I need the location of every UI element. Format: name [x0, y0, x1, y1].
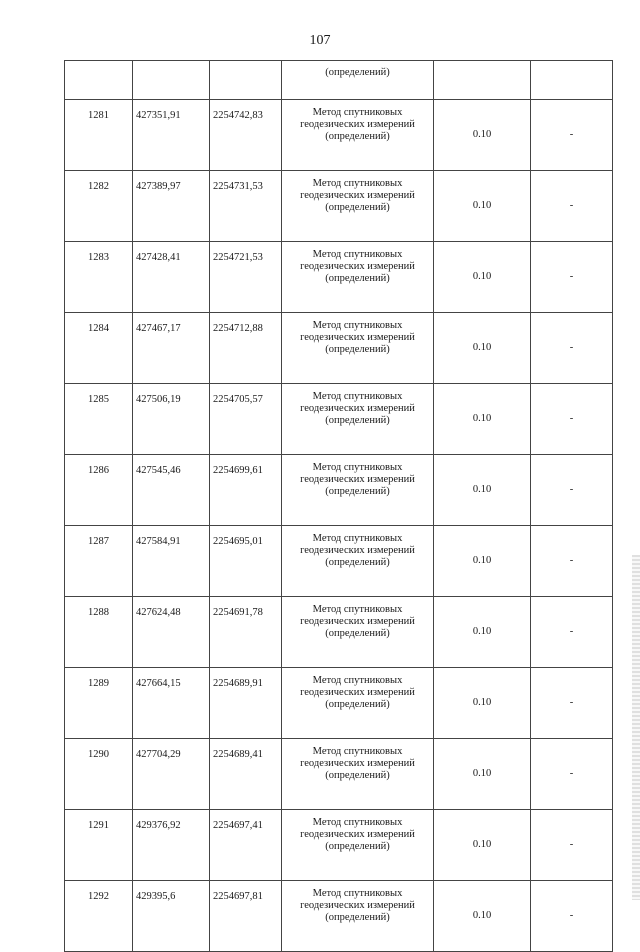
method-line: (определений): [325, 699, 390, 710]
cell-x: 427506,19: [133, 384, 210, 455]
method-line: Метод спутниковых: [312, 675, 403, 686]
method-line: Метод спутниковых: [312, 462, 403, 473]
table-row: [65, 313, 613, 384]
cell-y: 2254689,91: [210, 668, 282, 739]
cell-method: [282, 242, 434, 313]
cell-dash: -: [531, 739, 613, 810]
cell-dash: -: [531, 526, 613, 597]
cell-num: 1284: [65, 313, 133, 384]
cell-y: 2254721,53: [210, 242, 282, 313]
cell-dash: -: [531, 313, 613, 384]
cell-accuracy: 0.10: [434, 384, 531, 455]
cell-num: 1281: [65, 100, 133, 171]
table-row-continued: [65, 61, 613, 100]
method-line: (определений): [325, 628, 390, 639]
coordinates-table: [64, 60, 613, 952]
method-line: геодезических измерений: [300, 261, 415, 272]
cell-x: 427389,97: [133, 171, 210, 242]
cell-dash: -: [531, 100, 613, 171]
method-line: геодезических измерений: [300, 474, 415, 485]
cell-dash: [531, 61, 613, 100]
cell-num: 1285: [65, 384, 133, 455]
method-line: геодезических измерений: [300, 900, 415, 911]
cell-num: 1292: [65, 881, 133, 952]
method-line: Метод спутниковых: [312, 178, 403, 189]
table-row: [65, 810, 613, 881]
cell-x: 427704,29: [133, 739, 210, 810]
cell-y: 2254731,53: [210, 171, 282, 242]
cell-method: [282, 313, 434, 384]
cell-method: [282, 597, 434, 668]
cell-y: 2254697,81: [210, 881, 282, 952]
cell-x: 427584,91: [133, 526, 210, 597]
method-line: геодезических измерений: [300, 119, 415, 130]
cell-method: [282, 100, 434, 171]
cell-y: 2254712,88: [210, 313, 282, 384]
method-line: Метод спутниковых: [312, 888, 403, 899]
table-row: [65, 384, 613, 455]
method-line: Метод спутниковых: [312, 249, 403, 260]
cell-num: 1287: [65, 526, 133, 597]
method-line: (определений): [325, 273, 390, 284]
cell-x: [133, 61, 210, 100]
cell-num: 1282: [65, 171, 133, 242]
cell-y: 2254695,01: [210, 526, 282, 597]
cell-accuracy: 0.10: [434, 668, 531, 739]
table-row: [65, 100, 613, 171]
method-line: Метод спутниковых: [312, 604, 403, 615]
cell-x: 427545,46: [133, 455, 210, 526]
method-line: геодезических измерений: [300, 545, 415, 556]
table-row: [65, 242, 613, 313]
cell-y: 2254742,83: [210, 100, 282, 171]
cell-x: 427467,17: [133, 313, 210, 384]
cell-x: 429376,92: [133, 810, 210, 881]
cell-dash: -: [531, 384, 613, 455]
method-line: геодезических измерений: [300, 403, 415, 414]
method-line: Метод спутниковых: [312, 391, 403, 402]
method-line: (определений): [325, 841, 390, 852]
cell-num: 1290: [65, 739, 133, 810]
cell-num: 1286: [65, 455, 133, 526]
cell-num: 1291: [65, 810, 133, 881]
cell-dash: -: [531, 171, 613, 242]
cell-dash: -: [531, 597, 613, 668]
cell-accuracy: 0.10: [434, 171, 531, 242]
cell-dash: -: [531, 668, 613, 739]
cell-dash: -: [531, 242, 613, 313]
table-row: [65, 668, 613, 739]
cell-accuracy: 0.10: [434, 313, 531, 384]
method-line: (определений): [325, 486, 390, 497]
table-row: [65, 597, 613, 668]
cell-y: 2254705,57: [210, 384, 282, 455]
cell-y: 2254689,41: [210, 739, 282, 810]
cell-y: 2254691,78: [210, 597, 282, 668]
table-row: [65, 455, 613, 526]
cell-accuracy: 0.10: [434, 242, 531, 313]
scan-edge-shade: [632, 555, 640, 900]
cell-method: [282, 810, 434, 881]
cell-x: 427428,41: [133, 242, 210, 313]
cell-x: 427624,48: [133, 597, 210, 668]
method-line: геодезических измерений: [300, 616, 415, 627]
cell-accuracy: 0.10: [434, 100, 531, 171]
cell-y: 2254697,41: [210, 810, 282, 881]
cell-dash: -: [531, 810, 613, 881]
cell-accuracy: 0.10: [434, 455, 531, 526]
cell-x: 429395,6: [133, 881, 210, 952]
method-line: (определений): [325, 770, 390, 781]
cell-num: 1288: [65, 597, 133, 668]
method-line: Метод спутниковых: [312, 107, 403, 118]
cell-accuracy: [434, 61, 531, 100]
cell-num: [65, 61, 133, 100]
cell-method: [282, 881, 434, 952]
method-line: Метод спутниковых: [312, 746, 403, 757]
method-line: Метод спутниковых: [312, 320, 403, 331]
cell-method: (определений): [282, 61, 434, 100]
cell-accuracy: 0.10: [434, 739, 531, 810]
cell-y: 2254699,61: [210, 455, 282, 526]
table-row: [65, 881, 613, 952]
cell-dash: -: [531, 455, 613, 526]
method-line: геодезических измерений: [300, 332, 415, 343]
method-line: (определений): [325, 557, 390, 568]
cell-accuracy: 0.10: [434, 597, 531, 668]
cell-accuracy: 0.10: [434, 810, 531, 881]
method-line: Метод спутниковых: [312, 533, 403, 544]
cell-method: [282, 171, 434, 242]
method-line: геодезических измерений: [300, 687, 415, 698]
table-row: [65, 171, 613, 242]
cell-method: [282, 455, 434, 526]
cell-num: 1289: [65, 668, 133, 739]
method-line: (определений): [325, 202, 390, 213]
cell-method: [282, 384, 434, 455]
method-line: (определений): [325, 912, 390, 923]
coordinates-table-body: [65, 61, 613, 952]
method-line: геодезических измерений: [300, 190, 415, 201]
cell-method: [282, 668, 434, 739]
method-line: (определений): [325, 415, 390, 426]
method-line: (определений): [325, 131, 390, 142]
method-line: геодезических измерений: [300, 758, 415, 769]
method-line: Метод спутниковых: [312, 817, 403, 828]
cell-method: [282, 739, 434, 810]
cell-accuracy: 0.10: [434, 881, 531, 952]
cell-x: 427664,15: [133, 668, 210, 739]
cell-method: [282, 526, 434, 597]
cell-y: [210, 61, 282, 100]
cell-accuracy: 0.10: [434, 526, 531, 597]
cell-x: 427351,91: [133, 100, 210, 171]
page-number: 107: [309, 33, 331, 48]
method-line: (определений): [325, 344, 390, 355]
table-row: [65, 739, 613, 810]
method-line: геодезических измерений: [300, 829, 415, 840]
table-row: [65, 526, 613, 597]
cell-num: 1283: [65, 242, 133, 313]
cell-dash: -: [531, 881, 613, 952]
